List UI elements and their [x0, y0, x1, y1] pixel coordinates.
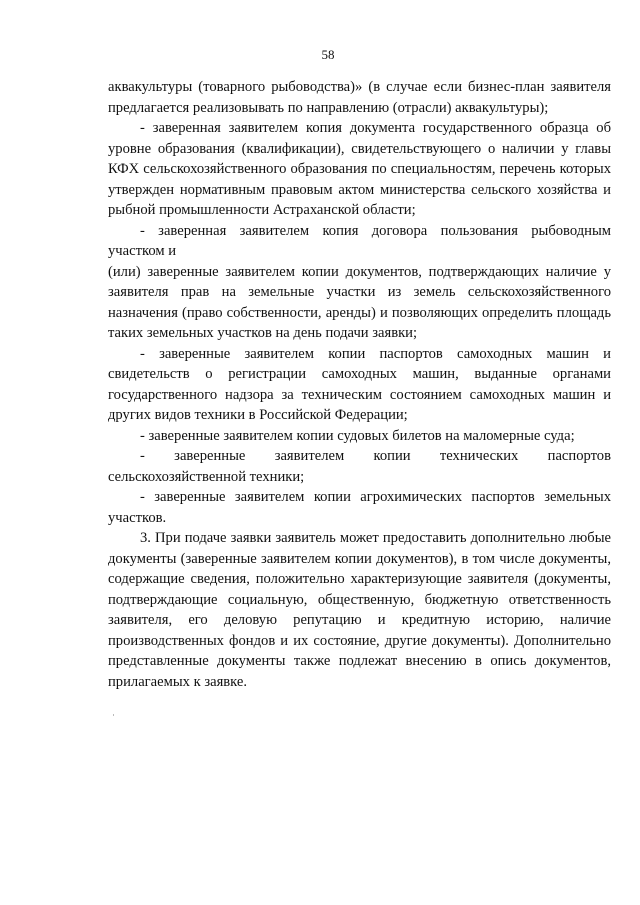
paragraph-agrochemical-passports: - заверенные заявителем копии агрохимических паспортов земельных участков. — [108, 489, 611, 526]
paragraph-additional-documents: 3. При подаче заявки заявитель может предоставить дополнительно любые документы (заверенные заявителем копии документов), в том числе документы, содержащие сведения, положительно характеризующие заявителя (документы, подтверждающие социальную, общественную, бюджетную ответственность заявителя, его деловую репутацию и кредитную историю, наличие производственных фондов и их состояние, другие документы). Дополнительно представленные документы также подлежат внесению в опись документов, прилагаемых к заявке. — [108, 530, 611, 690]
page-number: 58 — [321, 47, 335, 62]
paragraph-education-document: - заверенная заявителем копия документа государственного образца об уровне образования (квалификации), свидетельствующего о наличии у главы КФХ сельскохозяйственного образования по специальностям, перечень которых утвержден нормативным правовым актом министерства сельского хозяйства и рыбной промышленности Астраханской области; — [108, 120, 611, 218]
paragraph-fish-plot-contract: - заверенная заявителем копия договора пользования рыбоводным участком и — [108, 222, 611, 259]
document-body — [108, 77, 611, 692]
scan-speck — [113, 714, 114, 716]
paragraph-agri-equipment-passports: - заверенные заявителем копии технических паспортов сельскохозяйственной техники; — [108, 448, 611, 485]
paragraph-aquaculture-continuation: аквакультуры (товарного рыбоводства)» (в случае если бизнес-план заявителя предлагается реализовывать по направлению (отрасли) аквакультуры); — [108, 79, 611, 116]
paragraph-self-propelled-machines: - заверенные заявителем копии паспортов самоходных машин и свидетельств о регистрации самоходных машин, выданные органами государственного надзора за техническим состоянием самоходных машин и других видов техники в Российской Федерации; — [108, 345, 611, 423]
paragraph-land-rights-documents: (или) заверенные заявителем копии документов, подтверждающих наличие у заявителя прав на земельные участки из земель сельскохозяйственного назначения (право собственности, аренды) и позволяющих определить площадь таких земельных участков на день подачи заявки; — [108, 263, 611, 341]
paragraph-boat-tickets: - заверенные заявителем копии судовых билетов на маломерные суда; — [140, 427, 575, 444]
